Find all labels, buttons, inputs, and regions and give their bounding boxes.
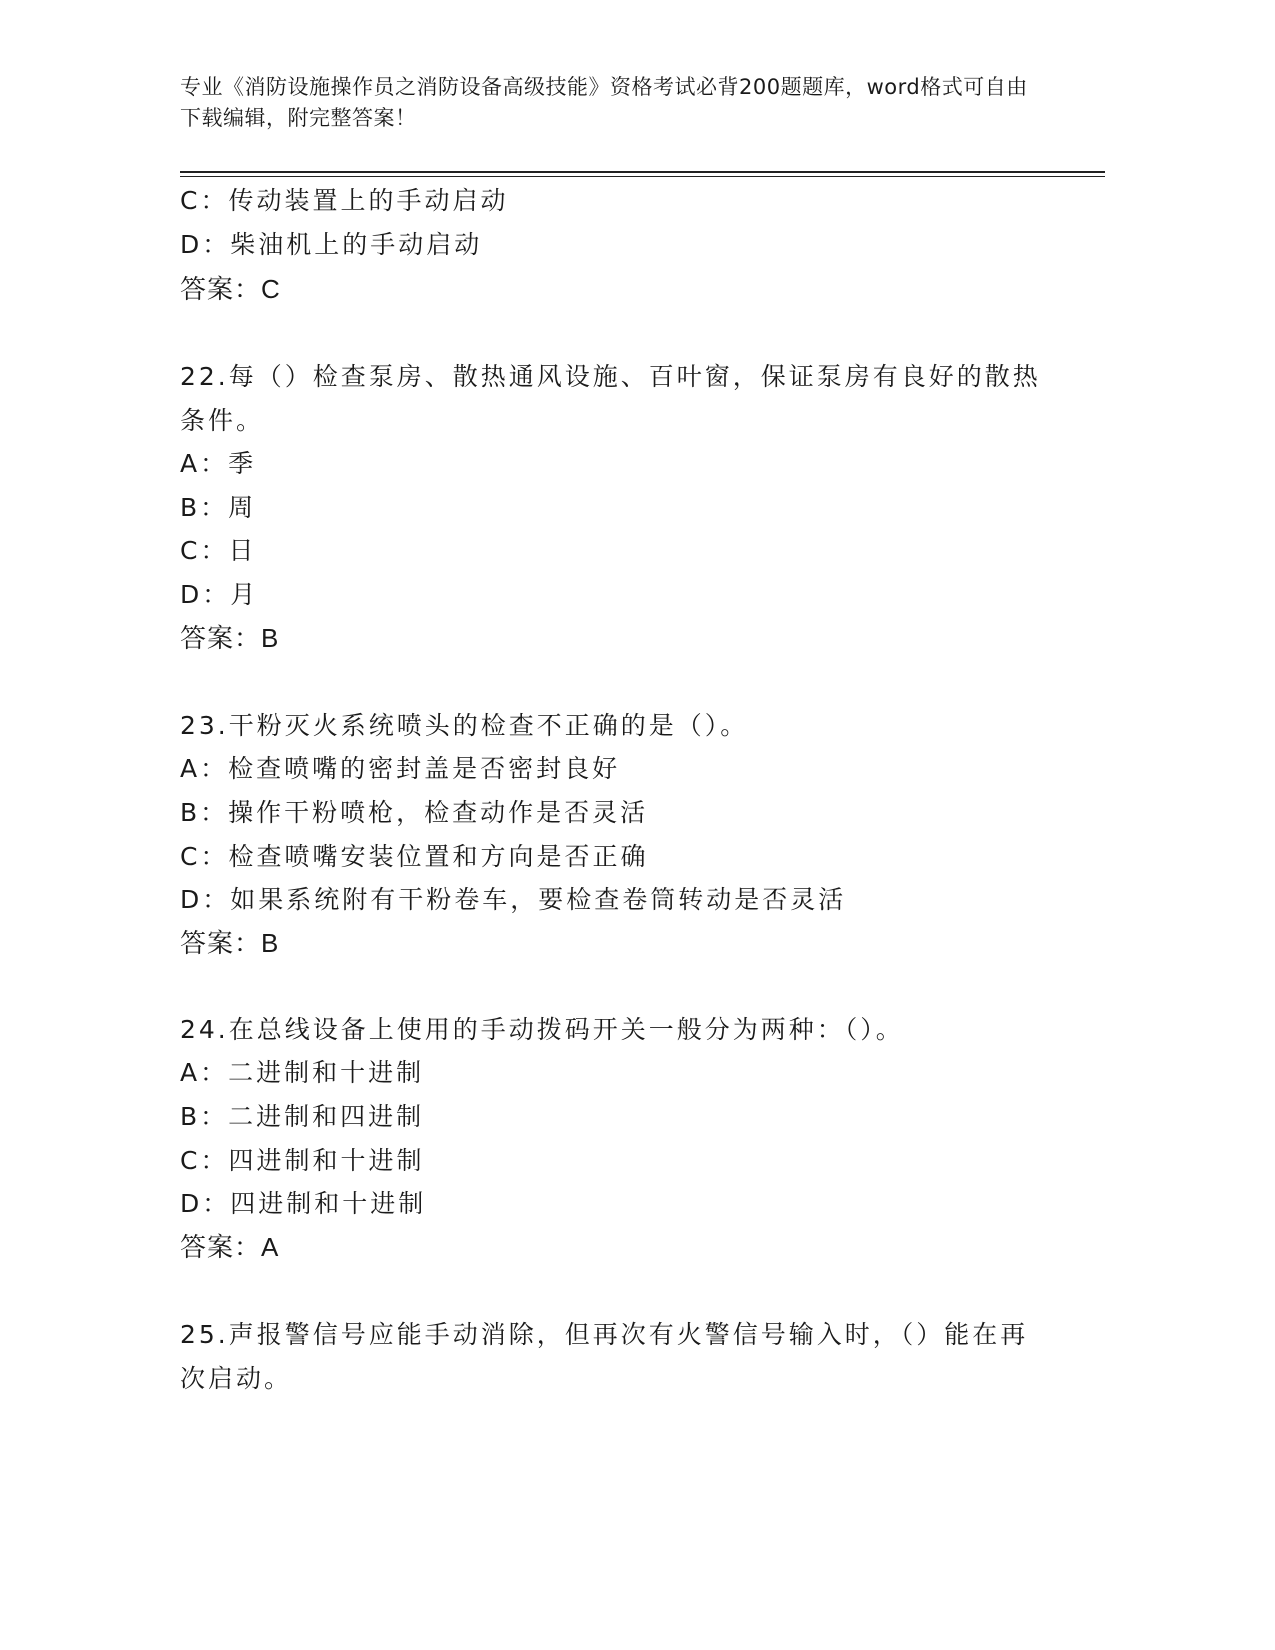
q25-stem-line1: 25.声报警信号应能手动消除，但再次有火警信号输入时，（）能在再 [180,1320,1029,1349]
q21-option-c: C：传动装置上的手动启动 [180,186,509,215]
q24-option-d: D：四进制和十进制 [180,1189,427,1218]
header-divider-thin [180,176,1105,177]
q24-option-b: B：二进制和四进制 [180,1102,425,1131]
q22-option-d: D：月 [180,580,259,609]
q23-answer: 答案：B [180,928,280,958]
q25-stem-line2: 次启动。 [180,1364,293,1393]
q23-option-b: B：操作干粉喷枪，检查动作是否灵活 [180,798,649,827]
q22-option-b: B：周 [180,493,257,522]
q23-option-c: C：检查喷嘴安装位置和方向是否正确 [180,842,649,871]
q24-answer: 答案：A [180,1232,280,1262]
q21-option-d: D：柴油机上的手动启动 [180,230,483,259]
q23-option-a: A：检查喷嘴的密封盖是否密封良好 [180,754,621,783]
q24-option-a: A：二进制和十进制 [180,1058,425,1087]
q24-option-c: C：四进制和十进制 [180,1146,425,1175]
q23-option-d: D：如果系统附有干粉卷车，要检查卷筒转动是否灵活 [180,885,847,914]
q22-option-c: C：日 [180,536,257,565]
q24-stem-line1: 24.在总线设备上使用的手动拨码开关一般分为两种：（）。 [180,1015,904,1044]
q22-stem-line2: 条件。 [180,406,265,435]
q23-stem-line1: 23.干粉灭火系统喷头的检查不正确的是（）。 [180,711,749,740]
header-divider-thick [180,171,1105,173]
document-header: 专业《消防设施操作员之消防设备高级技能》资格考试必背200题题库，word格式可自由下载编辑，附完整答案！ [180,75,1028,130]
q22-answer: 答案：B [180,623,280,653]
q21-answer: 答案：C [180,274,281,304]
q22-option-a: A：季 [180,449,257,478]
q22-stem-line1: 22.每（）检查泵房、散热通风设施、百叶窗，保证泵房有良好的散热 [180,362,1041,391]
